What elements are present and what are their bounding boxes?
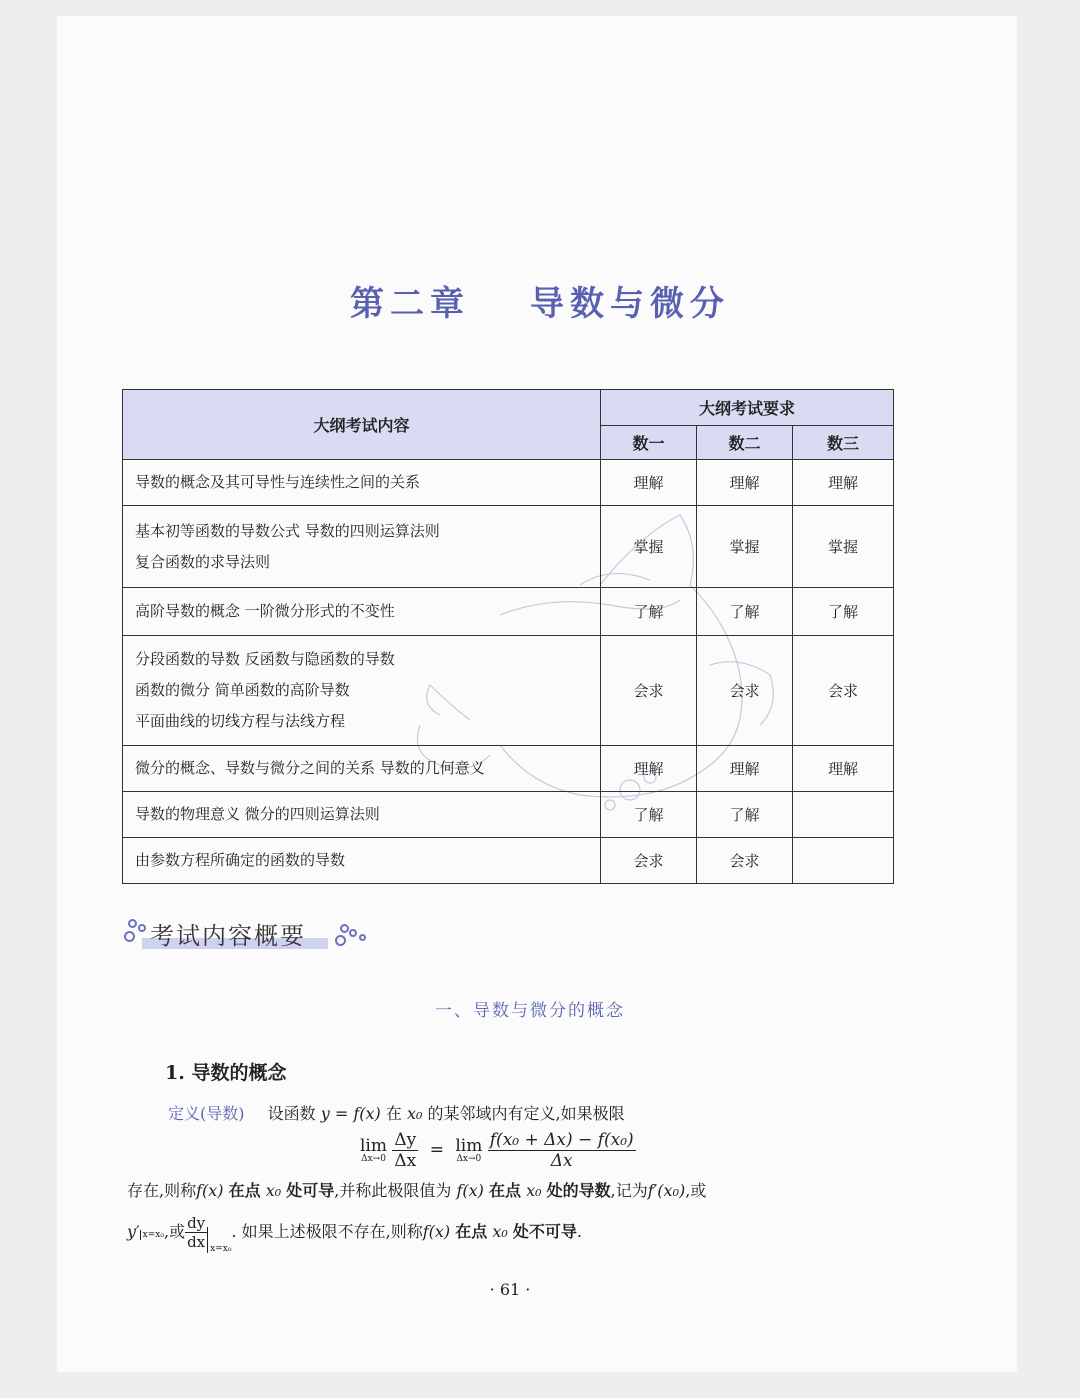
- limit-operator: [360, 1135, 387, 1164]
- math: f′(x₀): [647, 1181, 686, 1200]
- table-row: [123, 746, 894, 792]
- limit-formula: [360, 1130, 636, 1171]
- definition-label: 定义(导数): [168, 1104, 245, 1123]
- req-cell: [793, 792, 894, 838]
- bubble-icon: [138, 924, 146, 932]
- text: ,记为: [610, 1181, 648, 1200]
- req-cell: [793, 838, 894, 884]
- page-number: · 61 ·: [489, 1280, 531, 1299]
- row-content: [123, 636, 601, 746]
- req-cell: 会求: [601, 636, 697, 746]
- math: y′: [127, 1222, 140, 1241]
- req-cell: 理解: [793, 746, 894, 792]
- header-level-2: 数二: [697, 426, 793, 460]
- row-content: [123, 588, 601, 636]
- lim-sub: Δx→0: [361, 1153, 386, 1164]
- table-row: [123, 588, 894, 636]
- text: . 如果上述极限不存在,则称: [231, 1222, 423, 1241]
- evaluation-subscript: x=x₀: [207, 1227, 231, 1253]
- content-line: 高阶导数的概念 一阶微分形式的不变性: [135, 602, 395, 620]
- numerator: f(x₀ + Δx) − f(x₀): [489, 1130, 634, 1150]
- text: ,或: [685, 1181, 707, 1200]
- req-cell: 了解: [601, 792, 697, 838]
- req-cell: 掌握: [697, 506, 793, 588]
- row-content: [123, 506, 601, 588]
- math: f(x): [456, 1181, 484, 1200]
- content-line: 分段函数的导数 反函数与隐函数的导数: [135, 650, 395, 668]
- text: .: [576, 1222, 583, 1241]
- text: ,或: [163, 1222, 186, 1241]
- req-cell: 会求: [793, 636, 894, 746]
- bubble-icon: [124, 931, 135, 942]
- req-cell: 了解: [697, 792, 793, 838]
- definition-line: [168, 1101, 625, 1124]
- req-cell: 理解: [697, 460, 793, 506]
- fraction: [185, 1214, 207, 1251]
- limit-operator: [455, 1135, 483, 1164]
- math: x₀: [406, 1104, 423, 1123]
- fraction: [392, 1130, 418, 1171]
- text: 在: [385, 1104, 402, 1123]
- bubble-icon: [349, 929, 357, 937]
- content-line: 导数的概念及其可导性与连续性之间的关系: [135, 473, 421, 491]
- bubble-icon: [335, 935, 346, 946]
- math: x₀: [526, 1181, 542, 1200]
- content-line: 由参数方程所确定的函数的导数: [135, 851, 346, 869]
- req-cell: 理解: [601, 460, 697, 506]
- bold-text: 处可导: [286, 1181, 335, 1200]
- subsection-title: 一、导数与微分的概念: [435, 1001, 625, 1021]
- header-requirements: 大纲考试要求: [601, 390, 894, 426]
- text: 存在,则称: [127, 1181, 197, 1200]
- header-content: 大纲考试内容: [123, 390, 601, 460]
- bold-text: 在点: [455, 1222, 488, 1241]
- numerator: Δy: [394, 1130, 417, 1150]
- lim-sub: Δx→0: [456, 1153, 482, 1164]
- content-line: 复合函数的求导法则: [135, 552, 271, 571]
- chapter-name: 导数与微分: [530, 284, 730, 324]
- lim-word: lim: [455, 1135, 483, 1156]
- math: f(x): [422, 1222, 451, 1241]
- bold-text: 处的导数: [546, 1181, 611, 1200]
- req-cell: 掌握: [601, 506, 697, 588]
- row-content: [123, 792, 601, 838]
- req-cell: 理解: [601, 746, 697, 792]
- denominator: Δx: [394, 1151, 417, 1171]
- req-cell: 会求: [697, 838, 793, 884]
- req-cell: 了解: [793, 588, 894, 636]
- bubble-icon: [128, 919, 137, 928]
- lim-word: lim: [360, 1135, 387, 1156]
- text: 设函数: [267, 1104, 316, 1123]
- bubble-icon: [359, 934, 366, 941]
- chapter-title: [0, 276, 1080, 325]
- req-cell: 理解: [697, 746, 793, 792]
- denominator: dx: [187, 1233, 206, 1251]
- bold-text: 处不可导: [512, 1222, 577, 1241]
- text: 的某邻域内有定义,如果极限: [427, 1104, 625, 1123]
- heading-derivative-concept: 1. 导数的概念: [165, 1062, 287, 1084]
- chapter-number: 第二章: [350, 284, 470, 324]
- math: y = f(x): [320, 1104, 381, 1123]
- req-cell: 会求: [601, 838, 697, 884]
- text: ,并称此极限值为: [334, 1181, 452, 1200]
- fraction: [488, 1130, 636, 1171]
- math: x₀: [265, 1181, 282, 1200]
- req-cell: 掌握: [793, 506, 894, 588]
- header-level-3: 数三: [793, 426, 894, 460]
- req-cell: 理解: [793, 460, 894, 506]
- row-content: [123, 746, 601, 792]
- content-line: 基本初等函数的导数公式 导数的四则运算法则: [135, 521, 440, 540]
- header-level-1: 数一: [601, 426, 697, 460]
- evaluation-subscript: x=x₀: [140, 1230, 164, 1240]
- req-cell: 了解: [697, 588, 793, 636]
- paragraph-line: [127, 1214, 582, 1253]
- content-line: 导数的物理意义 微分的四则运算法则: [135, 805, 380, 823]
- equals-sign: =: [429, 1140, 444, 1160]
- numerator: dy: [187, 1214, 206, 1232]
- math: f(x): [196, 1181, 224, 1200]
- section-heading: [122, 912, 382, 956]
- paragraph-line: [127, 1178, 706, 1201]
- table-row: [123, 792, 894, 838]
- table-row: [123, 506, 894, 588]
- bubble-icon: [340, 924, 349, 933]
- math: x₀: [492, 1222, 508, 1241]
- table-row: [123, 838, 894, 884]
- denominator: Δx: [550, 1151, 573, 1171]
- row-content: [123, 460, 601, 506]
- req-cell: 会求: [697, 636, 793, 746]
- row-content: [123, 838, 601, 884]
- table-row: [123, 460, 894, 506]
- content-line: 函数的微分 简单函数的高阶导数: [135, 681, 350, 699]
- table-row: [123, 636, 894, 746]
- content-line: 平面曲线的切线方程与法线方程: [135, 712, 346, 730]
- section-title: 考试内容概要: [150, 922, 306, 950]
- req-cell: 了解: [601, 588, 697, 636]
- bold-text: 在点: [228, 1181, 261, 1200]
- content-line: 微分的概念、导数与微分之间的关系 导数的几何意义: [135, 759, 485, 777]
- bold-text: 在点: [489, 1181, 522, 1200]
- syllabus-table: [122, 389, 894, 884]
